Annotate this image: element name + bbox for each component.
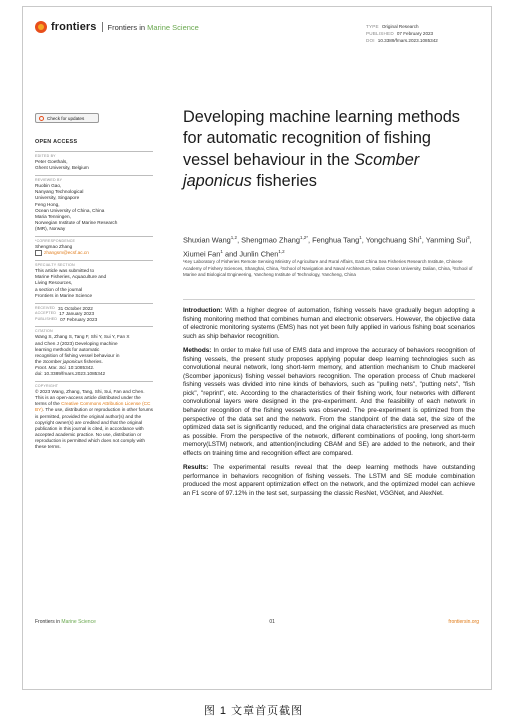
abstract-text: The experimental results reveal that the deep learning methods have outstanding performance in behaviors recognition of fishing vessels. The LSTM and SE module combination produced the most apparent optimization effect on the network, and the optimized model can achieve an F1 score of 97.12% in the test set, surpassing the classic ResNet, VGGNet, and AlexNet. [183, 464, 475, 497]
author-name[interactable]: Shuxian Wang [183, 235, 231, 245]
abstract-paragraph [183, 347, 475, 458]
accepted-date: 17 January 2023 [59, 311, 95, 317]
footer-site-link[interactable]: frontiersin.org [448, 619, 479, 625]
correspondence-section: *CORRESPONDENCE Shengmao Zhang zhangsm@ecsf.ac.cn [35, 236, 153, 256]
meta-value: Original Research [381, 24, 419, 29]
author-name[interactable]: Yanming Sui [425, 235, 468, 245]
license-link[interactable]: Creative Commons Attribution License (CC BY) [35, 401, 151, 413]
author-name[interactable]: Xiumei Fan [183, 249, 221, 259]
page-footer [35, 619, 479, 625]
article-title: Developing machine learning methods for automatic recognition of fishing vessel behaviour in the Scomber japonicus fisheries [183, 108, 460, 191]
author-name[interactable]: Junlin Chen [239, 249, 279, 259]
abstract-text: In order to make full use of EMS data and improve the accuracy of behaviors recognition of fishing vessels, the present study proposes applying popular deep learning technologies such as convolutional neural network, long short-term memory, and attention mechanism to Chub mackerel (Scomber japonicus) fishing vessel behaviors recognition. The operation process of Chub mackerel fishing vessels was divided into nine kinds of behaviors, such as "pulling nets", "putting nets", "fish pick", "reprint", etc. According to the characteristics of their fishing work, four networks with different convolutional layers were designed in the pre-experiment. And the feasibility of each network in behavior recognition of the fishing vessels was observed. The pre-experiment is optimized from the perspective of the data set and the network. From the standpoint of the data set, the size of the optimized data set is significantly reduced, and the original data characteristics are preserved as much as possible. From the perspective of the network, different combinations of pooling, long short-term memory(LSTM) network, and attention(including CBAM and SE) are added to the network, and their effects on training time and recognition effect are compared. [183, 347, 475, 457]
meta-key: DOI [366, 37, 375, 43]
dates-section: RECEIVED 31 October 2022 ACCEPTED 17 January 2023 PUBLISHED 07 February 2023 [35, 303, 153, 323]
edited-by-names [35, 159, 153, 171]
author-affiliation-mark: 1,2 [230, 235, 238, 240]
text-line: This article was submitted to [35, 268, 95, 274]
footer-journal: Frontiers in Marine Science [35, 619, 96, 625]
text-line: Feng Hong, [35, 201, 60, 207]
text-line: Living Resources, [35, 280, 73, 286]
author-list: Shuxian Wang$^{1,2}$, Shengmao Zhang$^{1,2*}$, Fenghua Tang$^1$, Yongchuang Shi$^1$, Yanming Sui$^3$, Xiumei Fan$^1$ and Junlin Chen$^{1,2}$ [183, 235, 472, 259]
copyright-section: COPYRIGHT © 2023 Wang, Zhang, Tang, Shi, Sui, Fan and Chen. This is an open-access article distributed under the terms of the Creative Commons Attribution License (CC BY). The use, distribution or reproduction in other forums is permitted, provided the original author(s) and the copyright owner(s) are credited and that the original publication in this journal is cited, in accordance with accepted academic practice. No use, distribution or reproduction is permitted which does not comply with these terms. [35, 381, 153, 450]
text-line: Ocean University of China, China [35, 207, 105, 213]
author-name[interactable]: Yongchuang Shi [365, 235, 420, 245]
author-affiliation-mark: 3 [467, 235, 470, 240]
reviewed-by-section: REVIEWED BY Ruobin Gao, Nanyang Technological University, Singapore Feng Hong, Ocean University of China, China Maria Tenningen, Norwegian Institute of Marine Research (IMR), Norway [35, 175, 153, 232]
specialty-text [35, 268, 153, 298]
article-meta [366, 24, 438, 44]
text-line: Nanyang Technological [35, 189, 84, 195]
open-access-label: OPEN ACCESS [35, 139, 78, 145]
published-date: 07 February 2023 [60, 316, 98, 322]
check-for-updates-button[interactable]: Check for updates [35, 113, 99, 123]
sidebar [35, 139, 153, 454]
citation-section: CITATION Wang S, Zhang S, Tang F, Shi Y, Sui Y, Fan X and Chen J (2023) Developing machine learning methods for automatic recognition of fishing vessel behaviour in the Scomber japonicus fisheries. Front. Mar. Sci. 10:1085342. doi: 10.3389/fmars.2023.1085342 [35, 326, 153, 377]
abstract-heading: Introduction: [183, 307, 223, 314]
logo-divider [102, 22, 103, 32]
meta-key: TYPE [366, 24, 379, 29]
author-affiliation-mark: 1,2 [278, 248, 285, 254]
abstract-text: With a higher degree of automation, fishing vessels have gradually begun adopting a fishing monitoring method that combines human and electronic observers. However, the objective data of electronic monitoring systems (EMS) has not yet been fully applied in various fishing boat scenarios such as ship behavior recognition. [183, 307, 475, 340]
reviewer-names [35, 183, 153, 232]
text-line: Shengmao Zhang [35, 244, 73, 250]
author-affiliation-mark: 1 [220, 248, 223, 254]
paper-page [22, 6, 492, 690]
meta-row [366, 38, 438, 45]
abstract-heading: Results: [183, 464, 209, 472]
author-affiliations: ¹Key Laboratory of Fisheries Remote Sensing Ministry of Agriculture and Rural Affairs, East China Sea Fisheries Research Institute, Chinese Academy of Fishery Sciences, Shanghai, China, ²School of Navigation and Naval Architecture, Dalian Ocean University, Dalian, China, ³School of Marine and Biological Engineering, Yancheng Institute of Technology, Yancheng, China [183, 259, 473, 278]
text-line: Ruobin Gao, [35, 183, 62, 189]
mail-icon [35, 250, 42, 256]
author-affiliation-mark: 1 [419, 235, 422, 240]
meta-row [366, 24, 438, 31]
abstract-paragraph [183, 464, 475, 498]
author-name[interactable]: Fenghua Tang [312, 235, 360, 245]
text-line: Ghent University, Belgium [35, 165, 89, 171]
correspondence-email[interactable]: zhangsm@ecsf.ac.cn [44, 250, 89, 256]
abstract-heading: Methods: [183, 347, 212, 355]
figure-caption: 图 1 文章首页截图 [203, 705, 304, 717]
citation-doi: doi: 10.3389/fmars.2023.1085342 [35, 371, 106, 377]
update-check-icon [39, 116, 44, 121]
brand-name: frontiers [51, 21, 97, 33]
author-name[interactable]: Shengmao Zhang [241, 235, 300, 245]
specialty-section: SPECIALTY SECTION This article was submitted to Marine Fisheries, Aquaculture and Living Resources, a section of the journal Frontiers in Marine Science [35, 260, 153, 298]
meta-key: PUBLISHED [366, 30, 394, 36]
received-date: 31 October 2022 [57, 305, 93, 311]
author-affiliation-mark: 1 [359, 235, 362, 240]
author-affiliation-mark: 1,2* [299, 235, 308, 240]
meta-value: 10.3389/fmars.2023.1085342 [377, 37, 438, 43]
text-line: Maria Tenningen, [35, 213, 71, 219]
text-line: Norwegian Institute of Marine Research [35, 219, 118, 225]
edited-by-section: EDITED BY Peter Goethals, Ghent University, Belgium [35, 151, 153, 171]
abstract [183, 299, 475, 504]
text-line: (IMR), Norway [35, 225, 66, 231]
frontiers-logo-icon [35, 21, 47, 33]
meta-value: 07 February 2023 [396, 30, 434, 36]
text-line: Peter Goethals, [35, 159, 68, 165]
frontiers-logo[interactable] [35, 21, 199, 33]
text-line: University, Singapore [35, 195, 80, 201]
meta-row [366, 31, 438, 38]
page-number: 01 [269, 619, 275, 625]
text-line: a section of the journal [35, 286, 83, 292]
journal-name: Frontiers in Marine Science [107, 22, 199, 32]
abstract-paragraph [183, 307, 475, 341]
text-line: Frontiers in Marine Science [35, 292, 93, 298]
text-line: Marine Fisheries, Aquaculture and [35, 274, 107, 280]
